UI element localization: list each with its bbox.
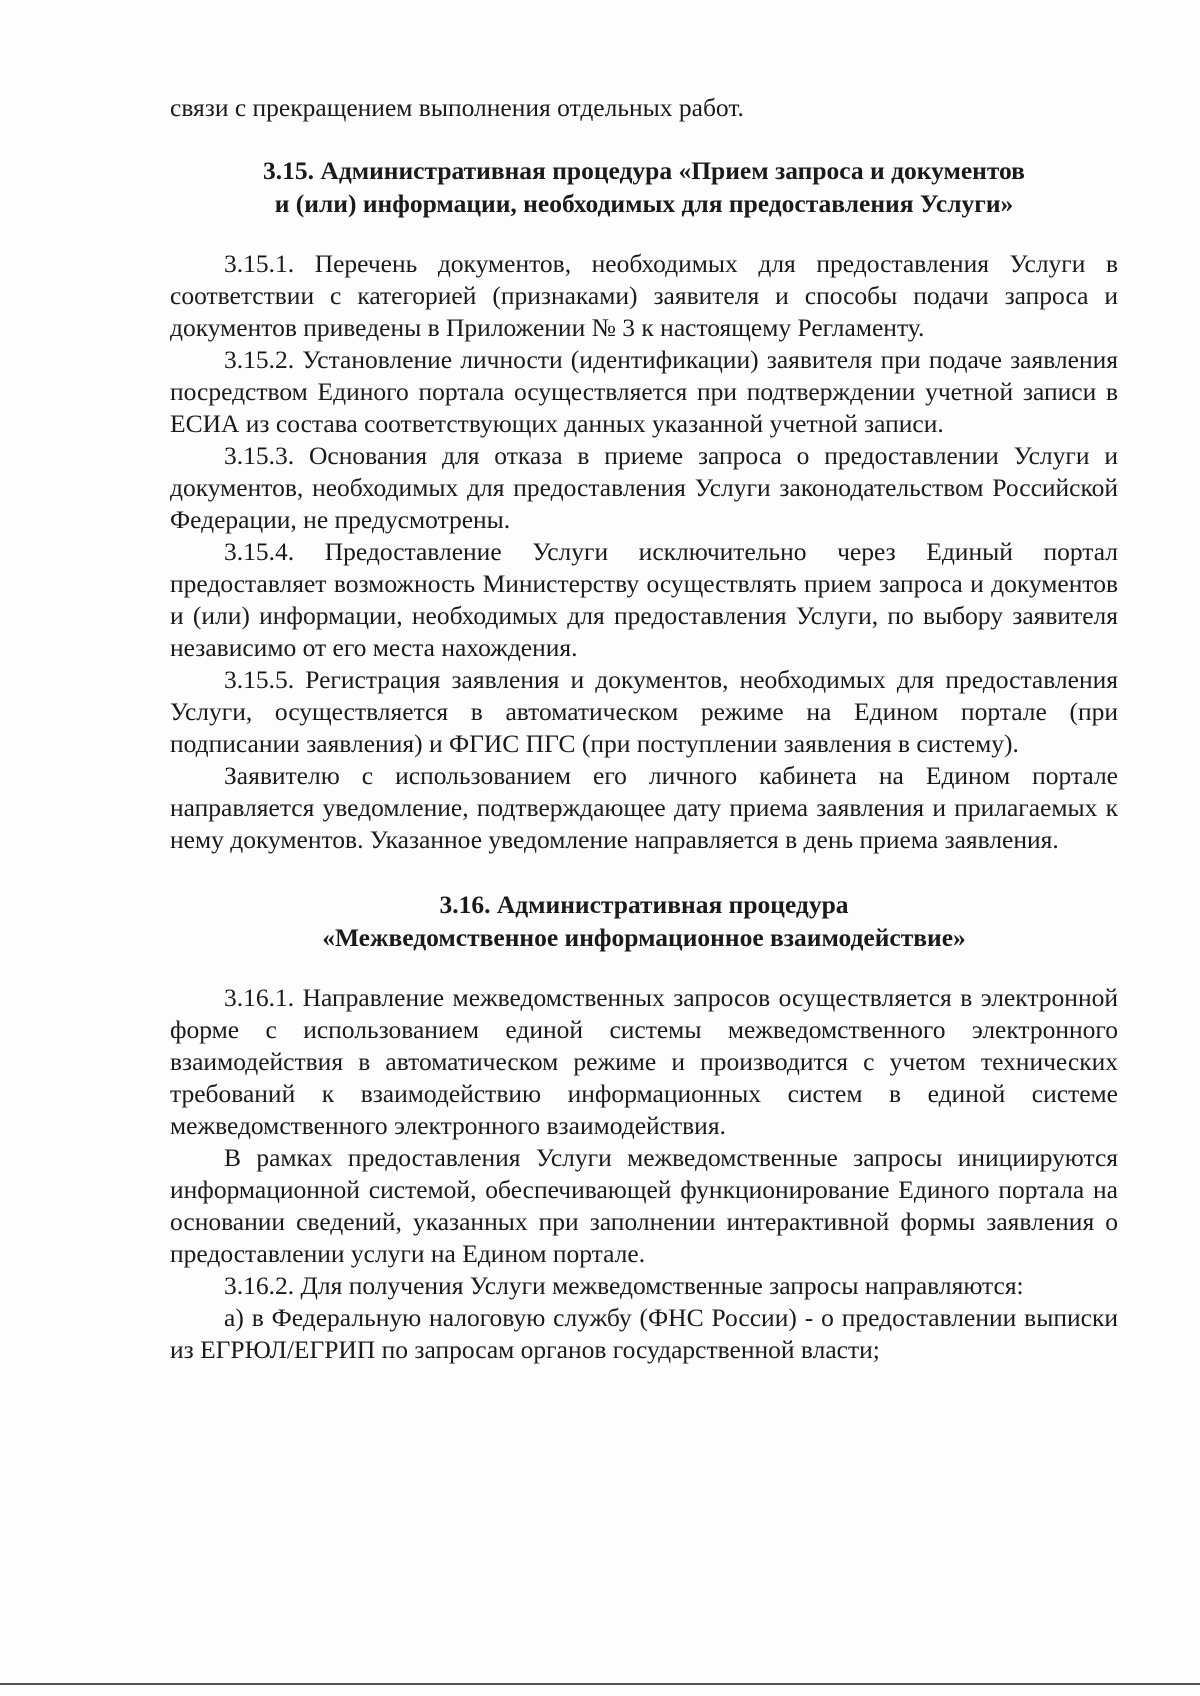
paragraph-3-15-2: 3.15.2. Установление личности (идентификации) заявителя при подаче заявления посредством Единого портала осуществляется при подтверждении учетной записи в ЕСИА из состава соответствующих данных указанной учетной записи. — [170, 345, 1118, 438]
paragraph-3-15-4: 3.15.4. Предоставление Услуги исключительно через Единый портал предоставляет возможность Министерству осуществлять прием запроса и документов и (или) информации, необходимых для предоставления Услуги, по выбору заявителя независимо от его места нахождения. — [170, 537, 1118, 662]
section-3-15-heading-line-1: 3.15. Административная процедура «Прием запроса и документов — [263, 156, 1025, 185]
section-3-16-heading-line-2: «Межведомственное информационное взаимодействие» — [322, 923, 966, 952]
section-3-16-heading-line-1: 3.16. Административная процедура — [439, 890, 849, 919]
paragraph-3-15-5: 3.15.5. Регистрация заявления и документов, необходимых для предоставления Услуги, осуществляется в автоматическом режиме на Едином портале (при подписании заявления) и ФГИС ПГС (при поступлении заявления в систему). — [170, 665, 1118, 758]
paragraph-3-16-2-a: а) в Федеральную налоговую службу (ФНС России) - о предоставлении выписки из ЕГРЮЛ/ЕГРИП по запросам органов государственной власти; — [170, 1303, 1118, 1364]
section-3-15-heading-line-2: и (или) информации, необходимых для предоставления Услуги» — [274, 189, 1014, 218]
paragraph-3-15-3: 3.15.3. Основания для отказа в приеме запроса о предоставлении Услуги и документов, необходимых для предоставления Услуги законодательством Российской Федерации, не предусмотрены. — [170, 441, 1118, 534]
page-bottom-edge — [0, 1683, 1200, 1685]
section-3-16-heading — [170, 888, 1118, 954]
document-body — [170, 92, 1118, 1366]
lead-paragraph: связи с прекращением выполнения отдельных работ. — [170, 93, 744, 122]
paragraph-3-15-1: 3.15.1. Перечень документов, необходимых для предоставления Услуги в соответствии с категорией (признаками) заявителя и способы подачи запроса и документов приведены в Приложении № 3 к настоящему Регламенту. — [170, 249, 1118, 342]
paragraph-3-15-5-notice: Заявителю с использованием его личного кабинета на Едином портале направляется уведомление, подтверждающее дату приема заявления и прилагаемых к нему документов. Указанное уведомление направляется в день приема заявления. — [170, 761, 1118, 854]
section-3-15-heading — [170, 154, 1118, 220]
paragraph-3-16-2: 3.16.2. Для получения Услуги межведомственные запросы направляются: — [224, 1271, 1024, 1300]
paragraph-3-16-1: 3.16.1. Направление межведомственных запросов осуществляется в электронной форме с использованием единой системы межведомственного электронного взаимодействия в автоматическом режиме и производится с учетом технических требований к взаимодействию информационных систем в единой системе межведомственного электронного взаимодействия. — [170, 983, 1118, 1140]
paragraph-3-16-1-scope: В рамках предоставления Услуги межведомственные запросы инициируются информационной системой, обеспечивающей функционирование Единого портала на основании сведений, указанных при заполнении интерактивной формы заявления о предоставлении услуги на Едином портале. — [170, 1143, 1118, 1268]
